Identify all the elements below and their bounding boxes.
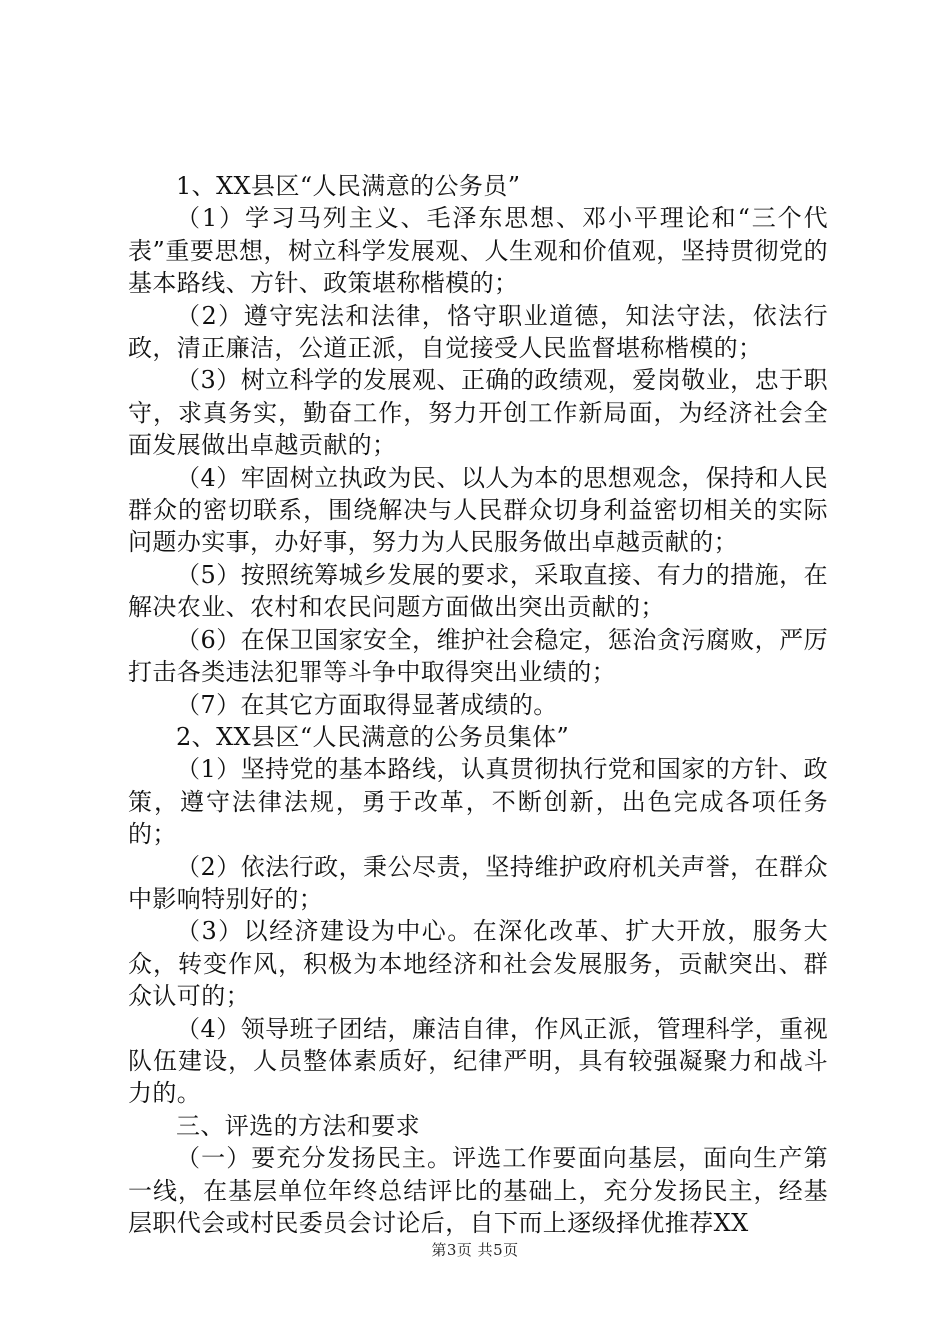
list-item: （7）在其它方面取得显著成绩的。 — [176, 690, 558, 719]
list-item: （1）坚持党的基本路线，认真贯彻执行党和国家的方针、政策，遵守法律法规，勇于改革，不断创新，出色完成各项任务的； — [128, 755, 828, 849]
section-heading-1: 1、XX县区“人民满意的公务员” — [176, 172, 521, 200]
document-body — [128, 170, 828, 1239]
list-item: （1）学习马列主义、毛泽东思想、邓小平理论和“三个代表”重要思想，树立科学发展观、人生观和价值观，坚持贯彻党的基本路线、方针、政策堪称楷模的； — [128, 204, 828, 298]
list-item: （2）遵守宪法和法律，恪守职业道德，知法守法，依法行政，清正廉洁，公道正派，自觉接受人民监督堪称楷模的； — [128, 301, 828, 363]
list-item: （5）按照统筹城乡发展的要求，采取直接、有力的措施，在解决农业、农村和农民问题方面做出突出贡献的； — [128, 560, 828, 622]
list-item: （一）要充分发扬民主。评选工作要面向基层，面向生产第一线，在基层单位年终总结评比的基础上，充分发扬民主，经基层职代会或村民委员会讨论后，自下而上逐级择优推荐XX — [128, 1144, 828, 1237]
list-item: （4）领导班子团结，廉洁自律，作风正派，管理科学，重视队伍建设，人员整体素质好，纪律严明，具有较强凝聚力和战斗力的。 — [128, 1014, 828, 1108]
list-item: （3）以经济建设为中心。在深化改革、扩大开放，服务大众，转变作风，积极为本地经济和社会发展服务，贡献突出、群众认可的； — [128, 917, 828, 1011]
list-item: （6）在保卫国家安全，维护社会稳定，惩治贪污腐败，严厉打击各类违法犯罪等斗争中取得突出业绩的； — [128, 625, 828, 687]
list-item: （4）牢固树立执政为民、以人为本的思想观念，保持和人民群众的密切联系，围绕解决与人民群众切身利益密切相关的实际问题办实事，办好事，努力为人民服务做出卓越贡献的； — [128, 463, 828, 557]
section-heading-3: 三、评选的方法和要求 — [176, 1111, 420, 1140]
list-item: （3）树立科学的发展观、正确的政绩观，爱岗敬业，忠于职守，求真务实，勤奋工作，努力开创工作新局面，为经济社会全面发展做出卓越贡献的； — [128, 366, 828, 460]
section-heading-2: 2、XX县区“人民满意的公务员集体” — [176, 722, 570, 751]
page-number-footer: 第3页 共5页 — [431, 1241, 519, 1259]
list-item: （2）依法行政，秉公尽责，坚持维护政府机关声誉，在群众中影响特别好的； — [128, 852, 828, 913]
